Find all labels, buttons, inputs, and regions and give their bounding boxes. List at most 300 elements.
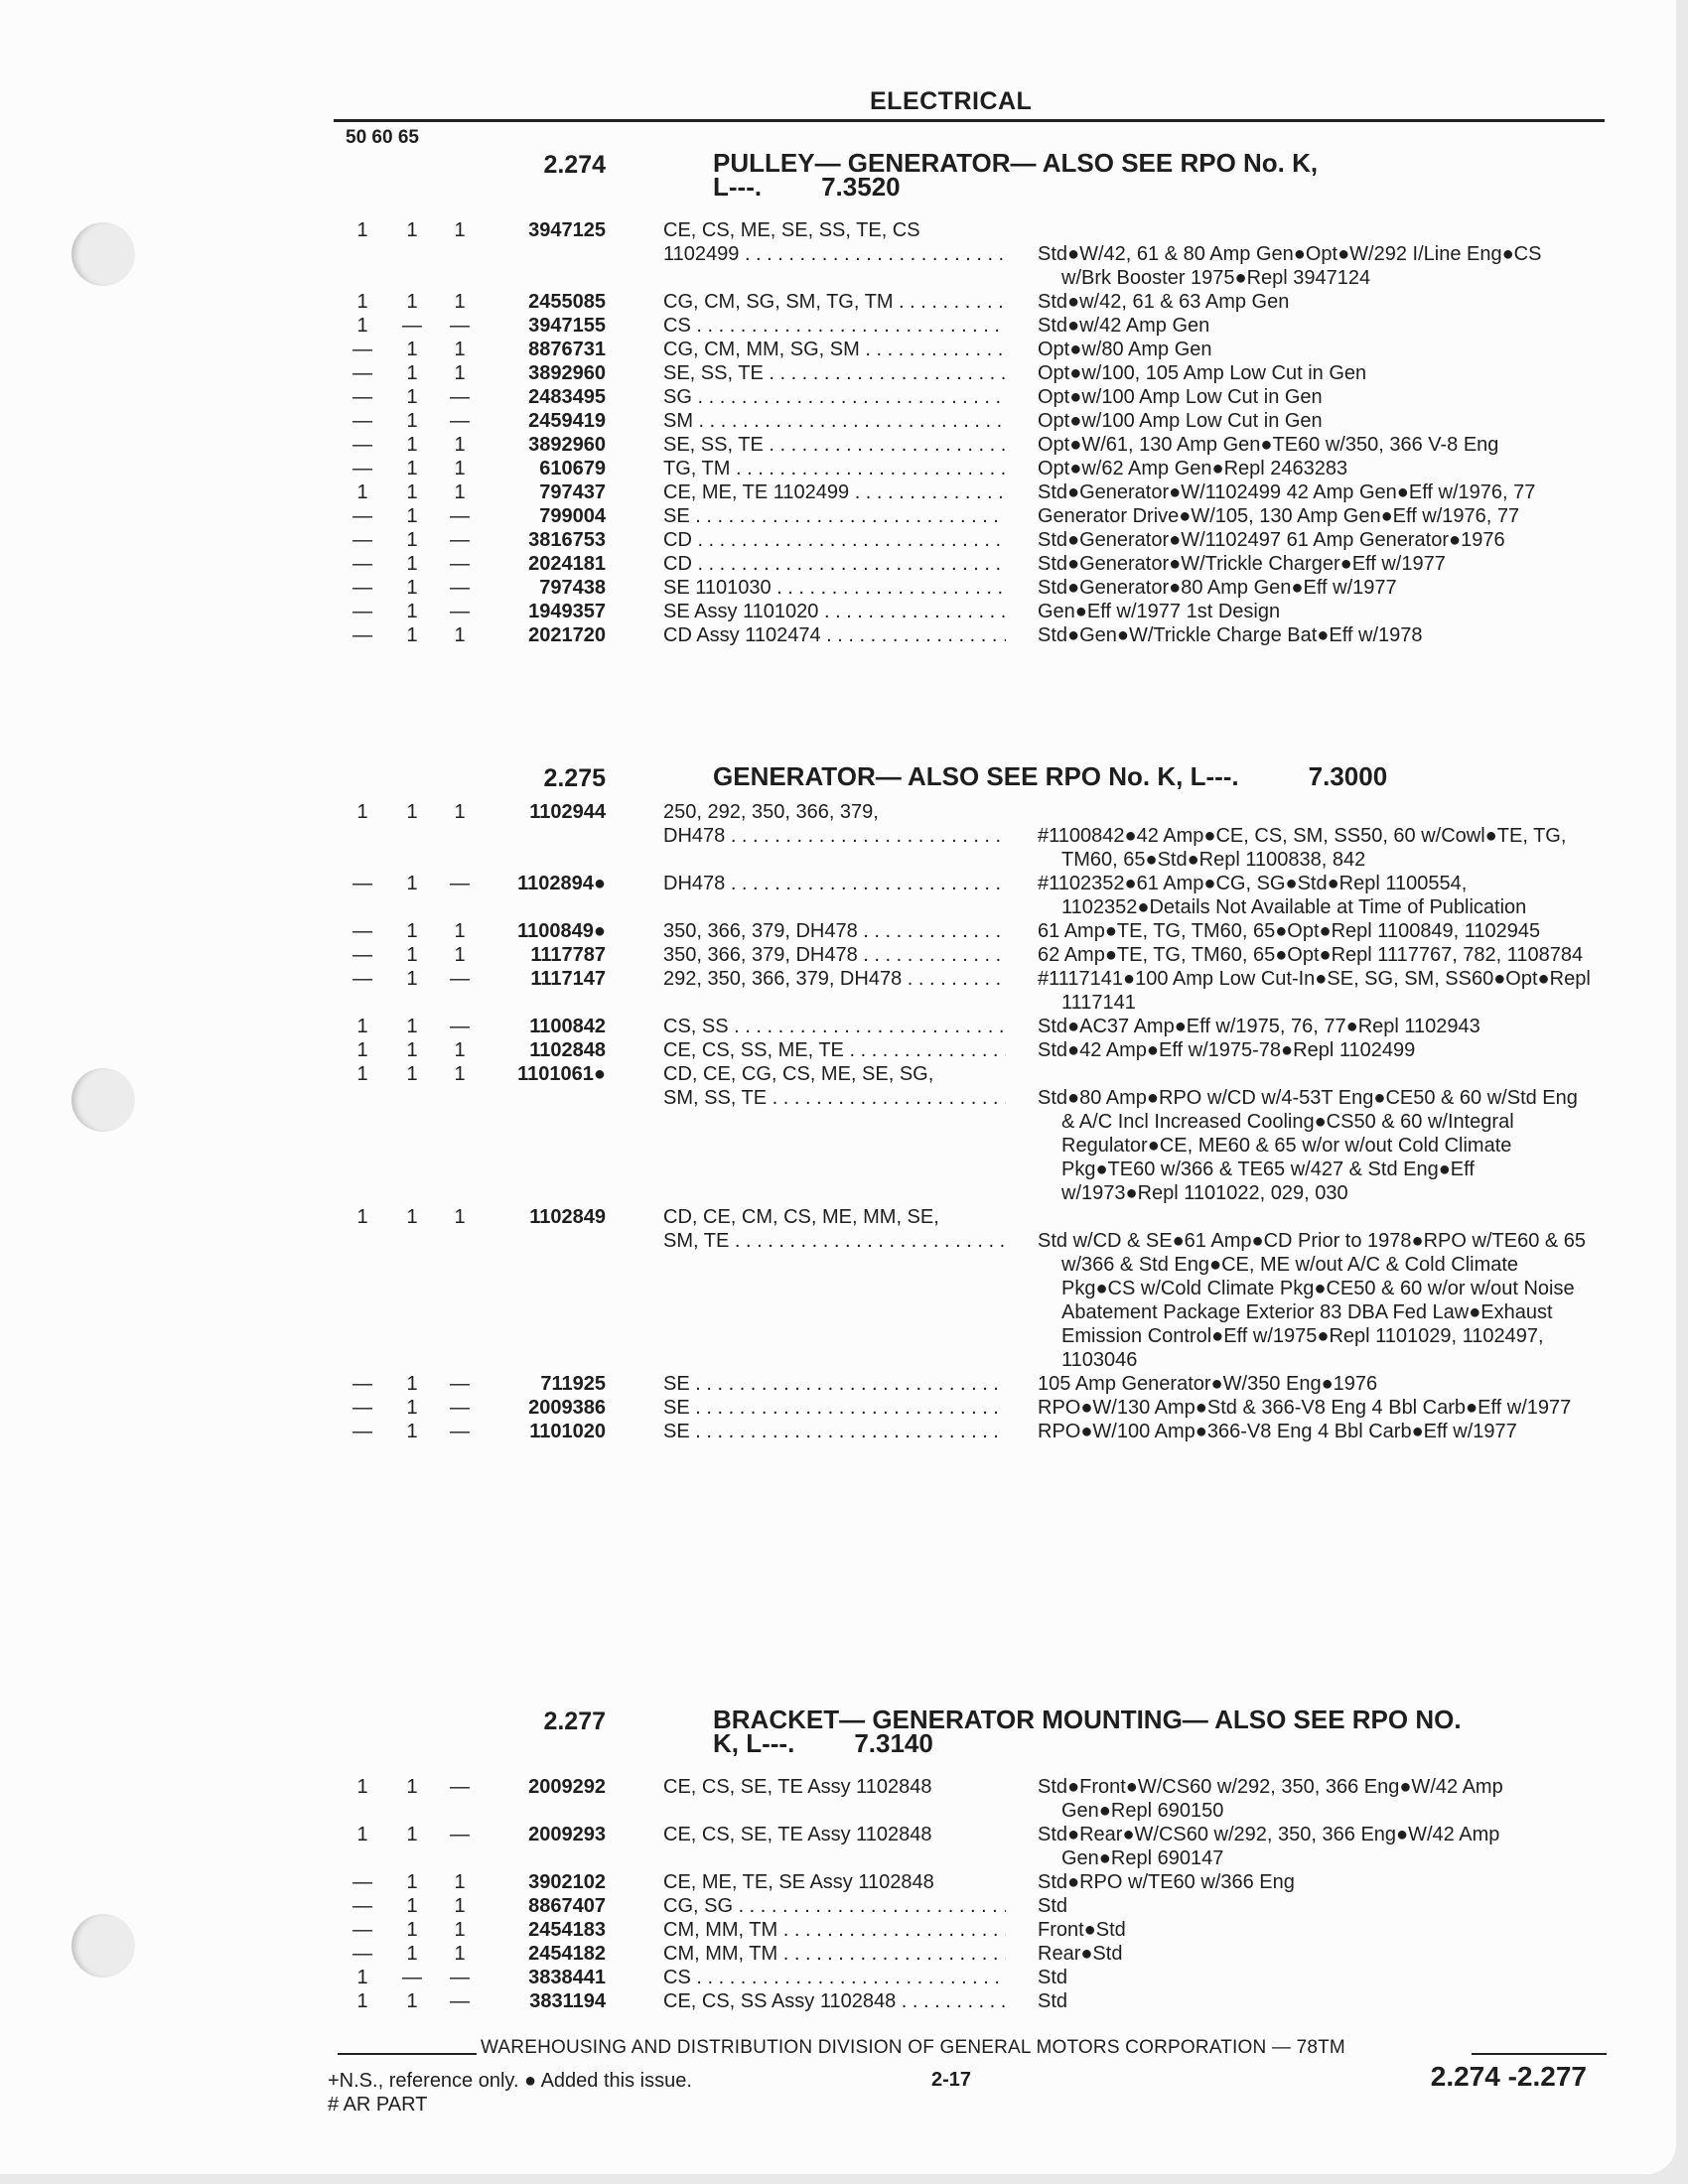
part-row xyxy=(298,290,1599,314)
application xyxy=(663,218,1006,266)
application-text: CS . . . xyxy=(663,1966,1006,1989)
qty-65: — xyxy=(450,1990,470,2012)
description-text: Std●Front●W/CS60 w/292, 350, 366 Eng●W/42 Amp Gen●Repl 690150 xyxy=(1038,1776,1503,1822)
qty-60: 1 xyxy=(406,219,418,241)
description xyxy=(1038,1372,1594,1396)
qty-50: 1 xyxy=(356,801,368,823)
qty-65: — xyxy=(450,1421,470,1442)
application xyxy=(663,623,1006,647)
qty-60: 1 xyxy=(406,434,418,456)
part-number: 1102849 xyxy=(529,1206,606,1228)
qty-60: 1 xyxy=(406,1039,418,1061)
qty-50: 1 xyxy=(356,315,368,337)
application xyxy=(663,528,1006,552)
part-row xyxy=(298,800,1599,872)
application xyxy=(663,480,1006,504)
group-number: 7.3140 xyxy=(854,1728,933,1758)
binder-hole xyxy=(71,1068,135,1132)
qty-65: 1 xyxy=(454,1039,466,1061)
application-text: 350, 366, 379, DH478 . . . xyxy=(663,943,1006,967)
application-text: CD . . . xyxy=(663,528,1006,552)
application-text: SG . . . xyxy=(663,385,1006,409)
qty-50: 1 xyxy=(356,1063,368,1085)
qty-60: 1 xyxy=(406,1063,418,1085)
qty-50: — xyxy=(352,1397,372,1419)
qty-50: 1 xyxy=(356,1039,368,1061)
part-number: 1101020 xyxy=(529,1421,606,1442)
qty-50: — xyxy=(352,624,372,646)
application xyxy=(663,1918,1006,1942)
part-row xyxy=(298,576,1599,600)
application-text: CE, CS, SE, TE Assy 1102848 xyxy=(663,1776,932,1798)
part-row xyxy=(298,552,1599,576)
description xyxy=(1038,872,1594,919)
part-row xyxy=(298,1894,1599,1918)
part-row xyxy=(298,1775,1599,1823)
part-number: 1117147 xyxy=(530,968,606,990)
qty-60: 1 xyxy=(406,1397,418,1419)
description xyxy=(1038,433,1594,457)
description-text: Std●Generator●W/Trickle Charger●Eff w/1977 xyxy=(1038,553,1446,575)
qty-65: 1 xyxy=(454,1206,466,1228)
section-header xyxy=(298,1706,1599,1775)
description-text: Opt●w/100 Amp Low Cut in Gen xyxy=(1038,386,1323,408)
description xyxy=(1038,576,1594,600)
qty-60: — xyxy=(402,1967,422,1988)
qty-50: — xyxy=(352,1895,372,1917)
part-number: 711925 xyxy=(540,1373,606,1395)
qty-60: 1 xyxy=(406,1871,418,1893)
qty-60: 1 xyxy=(406,481,418,503)
description-text: Std●Generator●W/1102499 42 Amp Gen●Eff w/1976, 77 xyxy=(1038,481,1536,503)
qty-60: 1 xyxy=(406,291,418,313)
application xyxy=(663,1989,1006,2013)
part-number: 2024181 xyxy=(528,553,606,575)
qty-65: 1 xyxy=(454,219,466,241)
part-row xyxy=(298,1942,1599,1966)
qty-65: — xyxy=(450,577,470,599)
description xyxy=(1038,1038,1594,1062)
description xyxy=(1038,919,1594,943)
footer-division: WAREHOUSING AND DISTRIBUTION DIVISION OF GENERAL MOTORS CORPORATION — 78TM xyxy=(481,2037,1345,2058)
description-text: RPO●W/130 Amp●Std & 366-V8 Eng 4 Bbl Carb●Eff w/1977 xyxy=(1038,1397,1572,1419)
description-text: Std●W/42, 61 & 80 Amp Gen●Opt●W/292 I/Line Eng●CS w/Brk Booster 1975●Repl 3947124 xyxy=(1038,243,1542,289)
description-text: 62 Amp●TE, TG, TM60, 65●Opt●Repl 1117767, 782, 1108784 xyxy=(1038,944,1584,966)
application xyxy=(663,1396,1006,1420)
part-number: 1102894● xyxy=(517,873,606,894)
qty-60: 1 xyxy=(406,1943,418,1965)
application-text: SE . . . xyxy=(663,1420,1006,1443)
part-number: 2009386 xyxy=(528,1397,606,1419)
description-text: Std xyxy=(1038,1990,1068,2012)
part-row xyxy=(298,623,1599,647)
description-text: Std●Generator●W/1102497 61 Amp Generator●1976 xyxy=(1038,529,1505,551)
section-2-275 xyxy=(298,762,1599,1443)
application xyxy=(663,1870,1006,1894)
qty-65: — xyxy=(450,529,470,551)
qty-50: — xyxy=(352,553,372,575)
qty-50: — xyxy=(352,601,372,622)
qty-60: 1 xyxy=(406,505,418,527)
qty-50: — xyxy=(352,386,372,408)
application xyxy=(663,919,1006,943)
description xyxy=(1038,1420,1594,1443)
description-text: Std●42 Amp●Eff w/1975-78●Repl 1102499 xyxy=(1038,1039,1416,1061)
qty-50: — xyxy=(352,873,372,894)
application-text: SE, SS, TE . . . xyxy=(663,433,1006,457)
header-rule xyxy=(334,119,1605,122)
application-text: CG, SG . . . xyxy=(663,1894,1006,1918)
application-text: CE, ME, TE 1102499 . . . xyxy=(663,480,1006,504)
application xyxy=(663,1894,1006,1918)
application xyxy=(663,314,1006,338)
part-number: 2459419 xyxy=(528,410,606,432)
part-number: 1102944 xyxy=(529,801,606,823)
description-text: Generator Drive●W/105, 130 Amp Gen●Eff w/1976, 77 xyxy=(1038,505,1520,527)
part-number: 1949357 xyxy=(528,601,606,622)
qty-65: 1 xyxy=(454,481,466,503)
application-text: CE, ME, TE, SE Assy 1102848 xyxy=(663,1871,934,1893)
section-title xyxy=(713,148,1587,202)
qty-50: — xyxy=(352,1421,372,1442)
part-number: 2483495 xyxy=(528,386,606,408)
binder-hole xyxy=(71,222,135,286)
description xyxy=(1038,1894,1594,1918)
description-text: 105 Amp Generator●W/350 Eng●1976 xyxy=(1038,1373,1378,1395)
qty-65: — xyxy=(450,601,470,622)
qty-60: 1 xyxy=(406,1206,418,1228)
part-row xyxy=(298,409,1599,433)
footer-rule-left xyxy=(338,2053,477,2055)
part-number: 8876731 xyxy=(528,339,606,360)
qty-50: — xyxy=(352,1919,372,1941)
footer-note: +N.S., reference only. ● Added this issue. xyxy=(328,2070,692,2092)
section-title-cont: L---. xyxy=(713,172,763,202)
part-number: 3831194 xyxy=(529,1990,606,2012)
qty-50: — xyxy=(352,577,372,599)
qty-60: 1 xyxy=(406,624,418,646)
qty-65: — xyxy=(450,1397,470,1419)
part-row xyxy=(298,1062,1599,1205)
qty-60: 1 xyxy=(406,1919,418,1941)
qty-50: 1 xyxy=(356,1776,368,1798)
qty-65: — xyxy=(450,1373,470,1395)
description-text: Std●Rear●W/CS60 w/292, 350, 366 Eng●W/42 Amp Gen●Repl 690147 xyxy=(1038,1824,1500,1869)
section-title xyxy=(713,1705,1587,1758)
application-text: 350, 366, 379, DH478 . . . xyxy=(663,919,1006,943)
application-text: CD, CE, CG, CS, ME, SE, SG, xyxy=(663,1063,934,1085)
description xyxy=(1038,600,1594,623)
part-row xyxy=(298,872,1599,919)
application xyxy=(663,1205,1006,1253)
section-title-text: PULLEY— GENERATOR— ALSO SEE RPO No. K, xyxy=(713,148,1319,178)
qty-60: 1 xyxy=(406,1824,418,1845)
page-number: 2-17 xyxy=(931,2069,972,2091)
application-text: SE . . . xyxy=(663,1372,1006,1396)
application xyxy=(663,290,1006,314)
description xyxy=(1038,967,1594,1015)
qty-65: — xyxy=(450,968,470,990)
application-text: CM, MM, TM . . . xyxy=(663,1918,1006,1942)
description xyxy=(1038,457,1594,480)
description xyxy=(1038,1062,1594,1205)
application-text: CG, CM, SG, SM, TG, TM . . . xyxy=(663,290,1006,314)
part-number: 2021720 xyxy=(528,624,606,646)
qty-60: 1 xyxy=(406,1895,418,1917)
section-header xyxy=(298,149,1599,218)
qty-50: — xyxy=(352,362,372,384)
description-text: 61 Amp●TE, TG, TM60, 65●Opt●Repl 1100849, 1102945 xyxy=(1038,920,1541,942)
description xyxy=(1038,1205,1594,1372)
qty-60: 1 xyxy=(406,968,418,990)
qty-65: 1 xyxy=(454,1063,466,1085)
part-number: 1101061● xyxy=(517,1063,606,1085)
application xyxy=(663,1775,1006,1799)
section-title-cont: K, L---. xyxy=(713,1728,795,1758)
section-number: 2.277 xyxy=(543,1707,606,1735)
part-number: 2009292 xyxy=(528,1776,606,1798)
qty-60: 1 xyxy=(406,601,418,622)
part-row xyxy=(298,1015,1599,1038)
description-text: Opt●w/100, 105 Amp Low Cut in Gen xyxy=(1038,362,1367,384)
application-text: CE, CS, ME, SE, SS, TE, CS xyxy=(663,219,920,241)
application-text: SE Assy 1101020 . . . xyxy=(663,600,1006,623)
application-text: CD, CE, CM, CS, ME, MM, SE, xyxy=(663,1206,939,1228)
part-number: 3816753 xyxy=(528,529,606,551)
description xyxy=(1038,1918,1594,1942)
qty-50: — xyxy=(352,339,372,360)
qty-65: 1 xyxy=(454,1943,466,1965)
description-text: Std●80 Amp●RPO w/CD w/4-53T Eng●CE50 & 60 w/Std Eng & A/C Incl Increased Cooling●CS50 & 60 w/Integral Regulator●CE, ME60 & 65 w/or w/out Cold Climate Pkg●TE60 w/366 & TE65 w/427 & Std Eng●Eff w/1973●Repl 1101022, 029, 030 xyxy=(1038,1087,1578,1204)
qty-65: 1 xyxy=(454,362,466,384)
application xyxy=(663,1372,1006,1396)
description xyxy=(1038,338,1594,361)
qty-60: 1 xyxy=(406,1776,418,1798)
description xyxy=(1038,1823,1594,1870)
part-row xyxy=(298,338,1599,361)
qty-60: 1 xyxy=(406,553,418,575)
application-text: CS . . . xyxy=(663,314,1006,338)
qty-50: — xyxy=(352,505,372,527)
application-text: CE, CS, SE, TE Assy 1102848 xyxy=(663,1824,932,1845)
qty-50: — xyxy=(352,434,372,456)
section-2-277 xyxy=(298,1706,1599,2013)
section-header xyxy=(298,762,1599,800)
description-text: Std●AC37 Amp●Eff w/1975, 76, 77●Repl 1102943 xyxy=(1038,1016,1480,1037)
application xyxy=(663,1015,1006,1038)
footer-notes xyxy=(328,2069,692,2116)
group-number: 7.3520 xyxy=(821,172,901,202)
part-number: 3892960 xyxy=(528,434,606,456)
qty-65: — xyxy=(450,1776,470,1798)
part-number: 1102848 xyxy=(529,1039,606,1061)
part-number: 799004 xyxy=(539,505,606,527)
qty-60: 1 xyxy=(406,410,418,432)
part-row xyxy=(298,457,1599,480)
application-text: TG, TM . . . xyxy=(663,457,1006,480)
part-number: 797438 xyxy=(539,577,606,599)
description xyxy=(1038,800,1594,872)
part-row xyxy=(298,314,1599,338)
part-row xyxy=(298,1038,1599,1062)
application xyxy=(663,361,1006,385)
description-text: Front●Std xyxy=(1038,1919,1126,1941)
qty-50: — xyxy=(352,1373,372,1395)
part-row xyxy=(298,385,1599,409)
page-title: ELECTRICAL xyxy=(870,87,1033,115)
application-text: CE, CS, SS, ME, TE . . . xyxy=(663,1038,1006,1062)
qty-60: 1 xyxy=(406,339,418,360)
description-text: Std xyxy=(1038,1895,1068,1917)
description-text: Opt●w/100 Amp Low Cut in Gen xyxy=(1038,410,1323,432)
part-number: 3838441 xyxy=(528,1967,606,1988)
application xyxy=(663,800,1006,848)
section-title-text: BRACKET— GENERATOR MOUNTING— ALSO SEE RPO NO. xyxy=(713,1705,1462,1734)
application-text-cont: SM, SS, TE . . . xyxy=(663,1086,1006,1110)
description xyxy=(1038,1989,1594,2013)
description-text: RPO●W/100 Amp●366-V8 Eng 4 Bbl Carb●Eff w/1977 xyxy=(1038,1421,1517,1442)
qty-60: 1 xyxy=(406,1016,418,1037)
part-row xyxy=(298,1205,1599,1372)
application-text-cont: 1102499 . . . xyxy=(663,242,1006,266)
description xyxy=(1038,552,1594,576)
application xyxy=(663,1966,1006,1989)
application xyxy=(663,409,1006,433)
description xyxy=(1038,623,1594,647)
qty-65: 1 xyxy=(454,1919,466,1941)
part-row xyxy=(298,1396,1599,1420)
description-text: #1102352●61 Amp●CG, SG●Std●Repl 1100554, 1102352●Details Not Available at Time of Publication xyxy=(1038,873,1527,918)
qty-60: 1 xyxy=(406,1373,418,1395)
qty-60: 1 xyxy=(406,873,418,894)
application xyxy=(663,600,1006,623)
description-text: #1100842●42 Amp●CE, CS, SM, SS50, 60 w/Cowl●TE, TG, TM60, 65●Std●Repl 1100838, 842 xyxy=(1038,825,1567,871)
qty-50: — xyxy=(352,920,372,942)
description-text: Opt●w/80 Amp Gen xyxy=(1038,339,1212,360)
application xyxy=(663,1038,1006,1062)
part-row xyxy=(298,528,1599,552)
qty-50: 1 xyxy=(356,1016,368,1037)
description-text: Std●Gen●W/Trickle Charge Bat●Eff w/1978 xyxy=(1038,624,1423,646)
application xyxy=(663,457,1006,480)
part-number: 1100842 xyxy=(529,1016,606,1037)
application-text: SE, SS, TE . . . xyxy=(663,361,1006,385)
column-header: 50 60 65 xyxy=(346,127,419,148)
qty-50: 1 xyxy=(356,481,368,503)
qty-50: — xyxy=(352,529,372,551)
qty-50: — xyxy=(352,410,372,432)
application-text: SE . . . xyxy=(663,504,1006,528)
qty-65: — xyxy=(450,386,470,408)
part-row xyxy=(298,967,1599,1015)
part-row xyxy=(298,1989,1599,2013)
application xyxy=(663,576,1006,600)
description-text: Rear●Std xyxy=(1038,1943,1123,1965)
qty-65: 1 xyxy=(454,339,466,360)
description xyxy=(1038,528,1594,552)
application xyxy=(663,1823,1006,1846)
part-number: 2009293 xyxy=(528,1824,606,1845)
qty-65: 1 xyxy=(454,801,466,823)
description xyxy=(1038,361,1594,385)
description-text: Std●RPO w/TE60 w/366 Eng xyxy=(1038,1871,1295,1893)
application xyxy=(663,338,1006,361)
footer-rule-right xyxy=(1472,2053,1607,2055)
qty-50: — xyxy=(352,1871,372,1893)
part-row xyxy=(298,1823,1599,1870)
part-row xyxy=(298,919,1599,943)
description xyxy=(1038,1942,1594,1966)
qty-50: 1 xyxy=(356,1990,368,2012)
description xyxy=(1038,290,1594,314)
description-text: Std xyxy=(1038,1967,1068,1988)
description xyxy=(1038,480,1594,504)
application-text: 250, 292, 350, 366, 379, xyxy=(663,801,879,823)
part-number: 2455085 xyxy=(528,291,606,313)
qty-50: 1 xyxy=(356,219,368,241)
section-2-274 xyxy=(298,149,1599,647)
qty-65: 1 xyxy=(454,944,466,966)
application-text: DH478 . . . xyxy=(663,872,1006,895)
qty-60: 1 xyxy=(406,801,418,823)
description xyxy=(1038,218,1594,290)
part-number: 1117787 xyxy=(530,944,606,966)
part-row xyxy=(298,1966,1599,1989)
qty-65: 1 xyxy=(454,1871,466,1893)
qty-50: 1 xyxy=(356,1206,368,1228)
description-text: #1117141●100 Amp Low Cut-In●SE, SG, SM, SS60●Opt●Repl 1117141 xyxy=(1038,968,1591,1014)
qty-60: 1 xyxy=(406,1990,418,2012)
application xyxy=(663,1062,1006,1110)
application xyxy=(663,433,1006,457)
part-number: 3892960 xyxy=(528,362,606,384)
application xyxy=(663,504,1006,528)
application xyxy=(663,1420,1006,1443)
qty-65: — xyxy=(450,1824,470,1845)
description xyxy=(1038,1396,1594,1420)
part-number: 3947155 xyxy=(528,315,606,337)
application-text: CM, MM, TM . . . xyxy=(663,1942,1006,1966)
application-text-cont: DH478 . . . xyxy=(663,824,1006,848)
qty-60: 1 xyxy=(406,920,418,942)
section-range: 2.274 -2.277 xyxy=(1430,2061,1587,2092)
part-row xyxy=(298,1918,1599,1942)
qty-65: — xyxy=(450,553,470,575)
description-text: Std w/CD & SE●61 Amp●CD Prior to 1978●RPO w/TE60 & 65 w/366 & Std Eng●CE, ME w/out A/C & Cold Climate Pkg●CS w/Cold Climate Pkg●CE50 & 60 w/or w/out Noise Abatement Package Exterior 83 DBA Fed Law●Exhaust Emission Control●Eff w/1975●Repl 1101029, 1102497, 1103046 xyxy=(1038,1230,1587,1371)
qty-60: 1 xyxy=(406,1421,418,1442)
part-number: 610679 xyxy=(539,458,606,479)
application-text: CD Assy 1102474 . . . xyxy=(663,623,1006,647)
qty-65: — xyxy=(450,873,470,894)
description xyxy=(1038,943,1594,967)
description xyxy=(1038,409,1594,433)
part-row xyxy=(298,218,1599,290)
application xyxy=(663,872,1006,895)
application-text: CE, CS, SS Assy 1102848 . . . xyxy=(663,1989,1006,2013)
application-text: SM . . . xyxy=(663,409,1006,433)
qty-65: — xyxy=(450,315,470,337)
description xyxy=(1038,314,1594,338)
description-text: Std●w/42 Amp Gen xyxy=(1038,315,1210,337)
qty-60: 1 xyxy=(406,458,418,479)
qty-65: — xyxy=(450,1967,470,1988)
application-text: CG, CM, MM, SG, SM . . . xyxy=(663,338,1006,361)
description-text: Opt●w/62 Amp Gen●Repl 2463283 xyxy=(1038,458,1348,479)
description xyxy=(1038,1870,1594,1894)
description xyxy=(1038,1966,1594,1989)
qty-65: 1 xyxy=(454,458,466,479)
qty-60: 1 xyxy=(406,386,418,408)
